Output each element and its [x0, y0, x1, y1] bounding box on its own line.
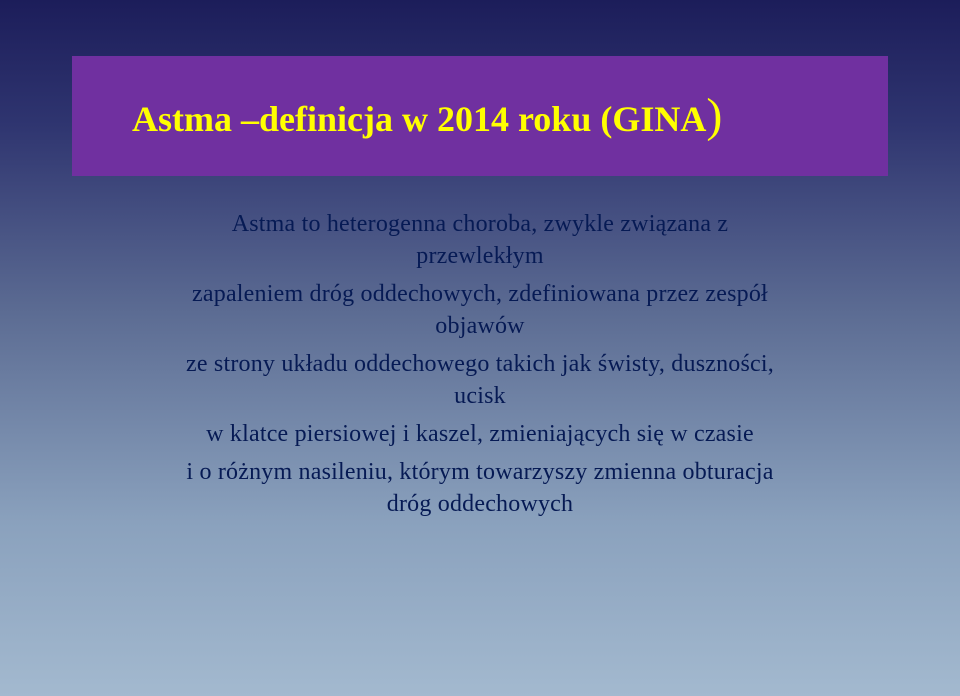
- body-line: Astma to heterogenna choroba, zwykle związana z: [231, 211, 729, 237]
- body-line: i o różnym nasileniu, którym towarzyszy zmienna obturacja: [186, 459, 774, 485]
- body-line: objawów: [435, 313, 525, 339]
- body-line: ze strony układu oddechowego takich jak świsty, duszności,: [186, 351, 774, 377]
- body-line: dróg oddechowych: [386, 491, 574, 517]
- body-line: ucisk: [454, 383, 506, 409]
- slide-title: [132, 89, 723, 142]
- body-line: w klatce piersiowej i kaszel, zmieniających się w czasie: [206, 421, 754, 447]
- body-line: przewlekłym: [416, 243, 544, 269]
- slide-title-paren: ): [706, 89, 723, 142]
- slide-title-box: [72, 56, 888, 176]
- slide-body: [40, 208, 920, 520]
- slide-title-main: Astma –definicja w 2014 roku (GINA: [132, 99, 707, 139]
- body-line: zapaleniem dróg oddechowych, zdefiniowana przez zespół: [192, 281, 768, 307]
